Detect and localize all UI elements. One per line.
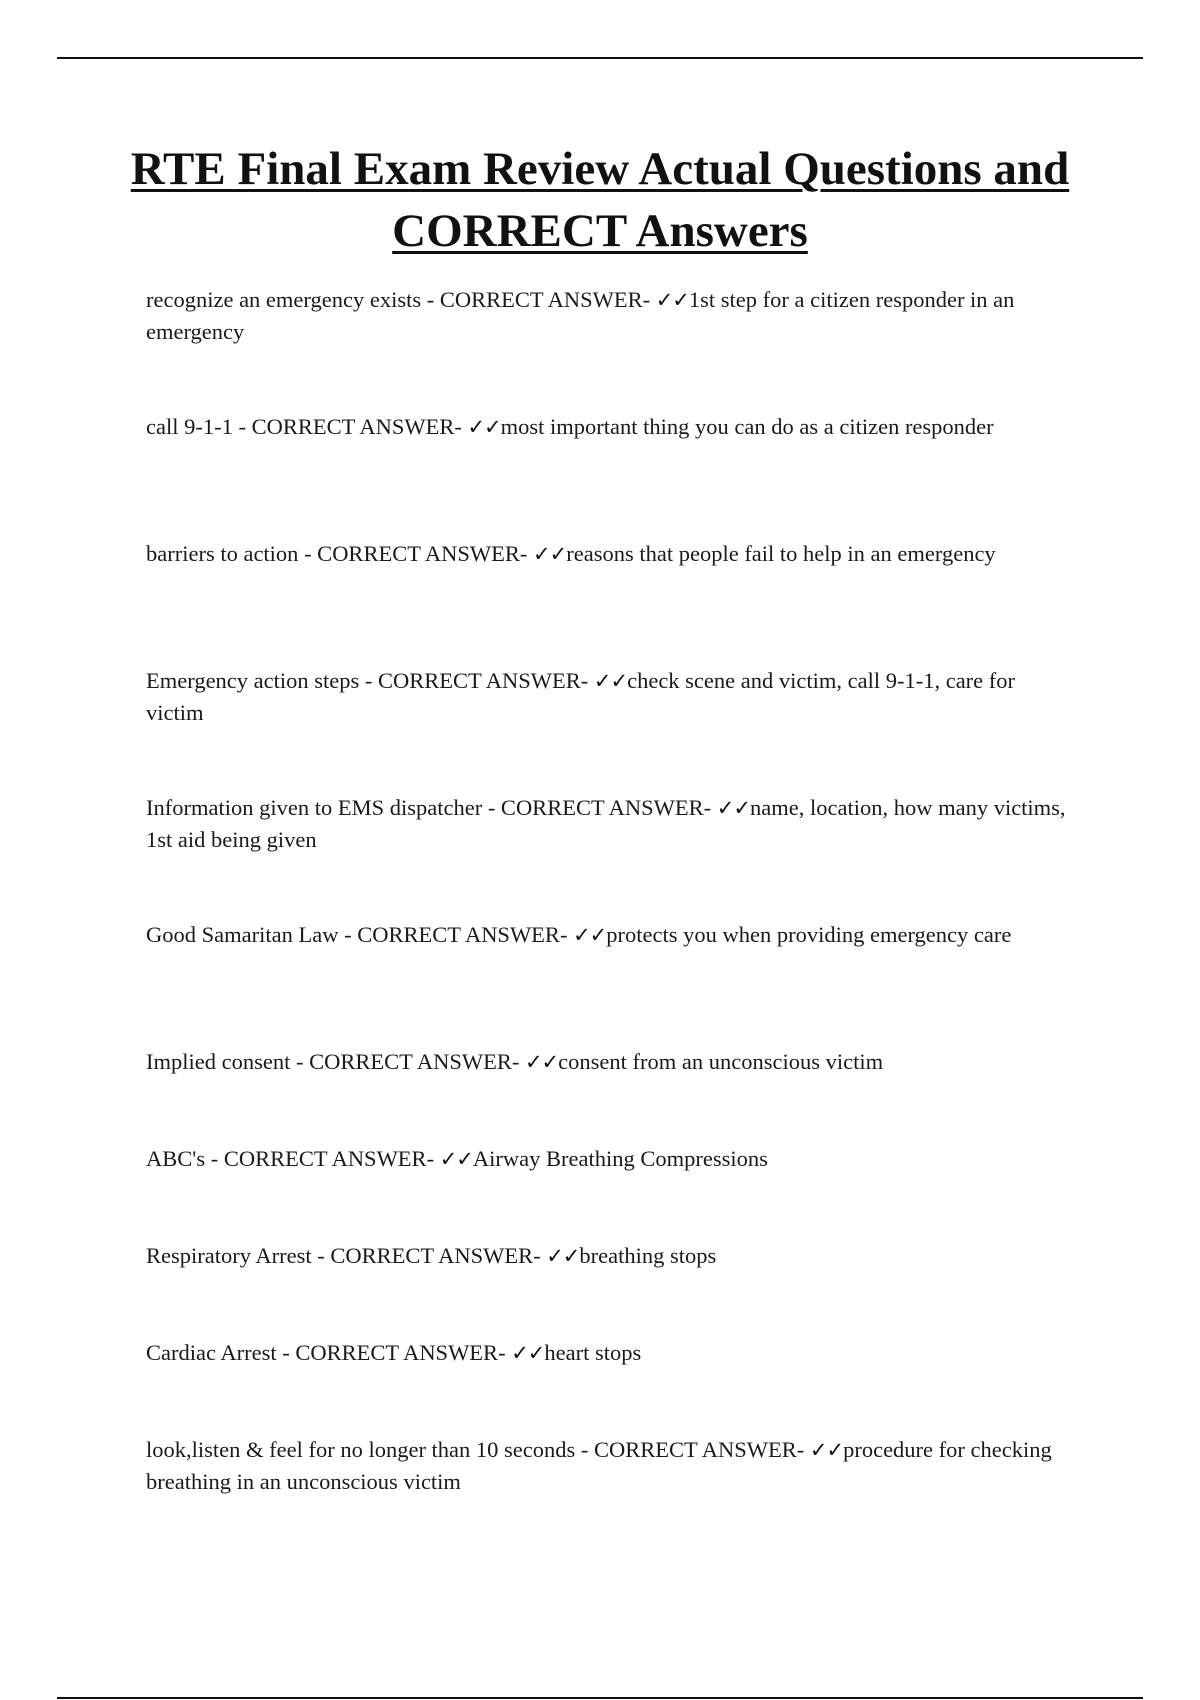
qa-term: look,listen & feel for no longer than 10 seconds xyxy=(146,1437,576,1462)
qa-answer: heart stops xyxy=(544,1340,642,1365)
double-check-icon: ✓✓ xyxy=(716,796,750,820)
document-title: RTE Final Exam Review Actual Questions and CORRECT Answers xyxy=(130,143,1070,257)
double-check-icon: ✓✓ xyxy=(593,669,628,693)
qa-answer: most important thing you can do as a citizen responder xyxy=(500,414,994,439)
qa-separator: - CORRECT ANSWER- xyxy=(359,668,594,693)
qa-item xyxy=(146,284,1066,347)
qa-separator: - CORRECT ANSWER- xyxy=(298,541,534,566)
double-check-icon: ✓✓ xyxy=(655,288,689,312)
qa-item xyxy=(146,665,1066,728)
qa-answer: breathing stops xyxy=(579,1243,717,1268)
double-check-icon: ✓✓ xyxy=(524,1050,559,1074)
qa-separator: - CORRECT ANSWER- xyxy=(575,1437,810,1462)
double-check-icon: ✓✓ xyxy=(809,1438,844,1462)
qa-item xyxy=(146,411,1066,443)
qa-separator: - CORRECT ANSWER- xyxy=(290,1049,525,1074)
qa-answer: check scene and victim, call 9-1-1, care for victim xyxy=(146,668,1016,725)
qa-term: Good Samaritan Law xyxy=(146,922,339,947)
qa-item xyxy=(146,1434,1066,1497)
qa-separator: - CORRECT ANSWER- xyxy=(311,1243,547,1268)
qa-separator: - CORRECT ANSWER- xyxy=(338,922,574,947)
qa-item xyxy=(146,919,1066,951)
double-check-icon: ✓✓ xyxy=(511,1341,545,1365)
qa-answer: 1st step for a citizen responder in an emergency xyxy=(146,287,1015,344)
qa-item xyxy=(146,538,1066,570)
qa-answer: name, location, how many victims, 1st aid being given xyxy=(146,795,1066,852)
top-divider xyxy=(57,57,1143,59)
qa-item xyxy=(146,1240,1066,1272)
qa-item xyxy=(146,1143,1066,1175)
qa-term: call 9-1-1 xyxy=(146,414,233,439)
qa-term: recognize an emergency exists xyxy=(146,287,422,312)
double-check-icon: ✓✓ xyxy=(573,923,607,947)
qa-term: Respiratory Arrest xyxy=(146,1243,312,1268)
qa-term: Information given to EMS dispatcher xyxy=(146,795,483,820)
qa-separator: - CORRECT ANSWER- xyxy=(205,1146,440,1171)
qa-term: ABC's xyxy=(146,1146,206,1171)
qa-separator: - CORRECT ANSWER- xyxy=(276,1340,512,1365)
qa-answer: procedure for checking breathing in an unconscious victim xyxy=(146,1437,1052,1494)
double-check-icon: ✓✓ xyxy=(546,1244,580,1268)
qa-answer: protects you when providing emergency care xyxy=(606,922,1012,947)
qa-item xyxy=(146,1337,1066,1369)
qa-term: Emergency action steps xyxy=(146,668,360,693)
qa-answer: Airway Breathing Compressions xyxy=(472,1146,768,1171)
qa-separator: - CORRECT ANSWER- xyxy=(421,287,656,312)
qa-item xyxy=(146,792,1066,855)
qa-separator: - CORRECT ANSWER- xyxy=(482,795,717,820)
qa-item xyxy=(146,1046,1066,1078)
qa-answer: consent from an unconscious victim xyxy=(558,1049,884,1074)
qa-term: Implied consent xyxy=(146,1049,291,1074)
double-check-icon: ✓✓ xyxy=(467,415,501,439)
qa-term: barriers to action xyxy=(146,541,299,566)
qa-separator: - CORRECT ANSWER- xyxy=(232,414,468,439)
double-check-icon: ✓✓ xyxy=(439,1147,473,1171)
bottom-divider xyxy=(57,1697,1143,1699)
double-check-icon: ✓✓ xyxy=(533,542,567,566)
qa-answer: reasons that people fail to help in an emergency xyxy=(566,541,996,566)
qa-term: Cardiac Arrest xyxy=(146,1340,277,1365)
